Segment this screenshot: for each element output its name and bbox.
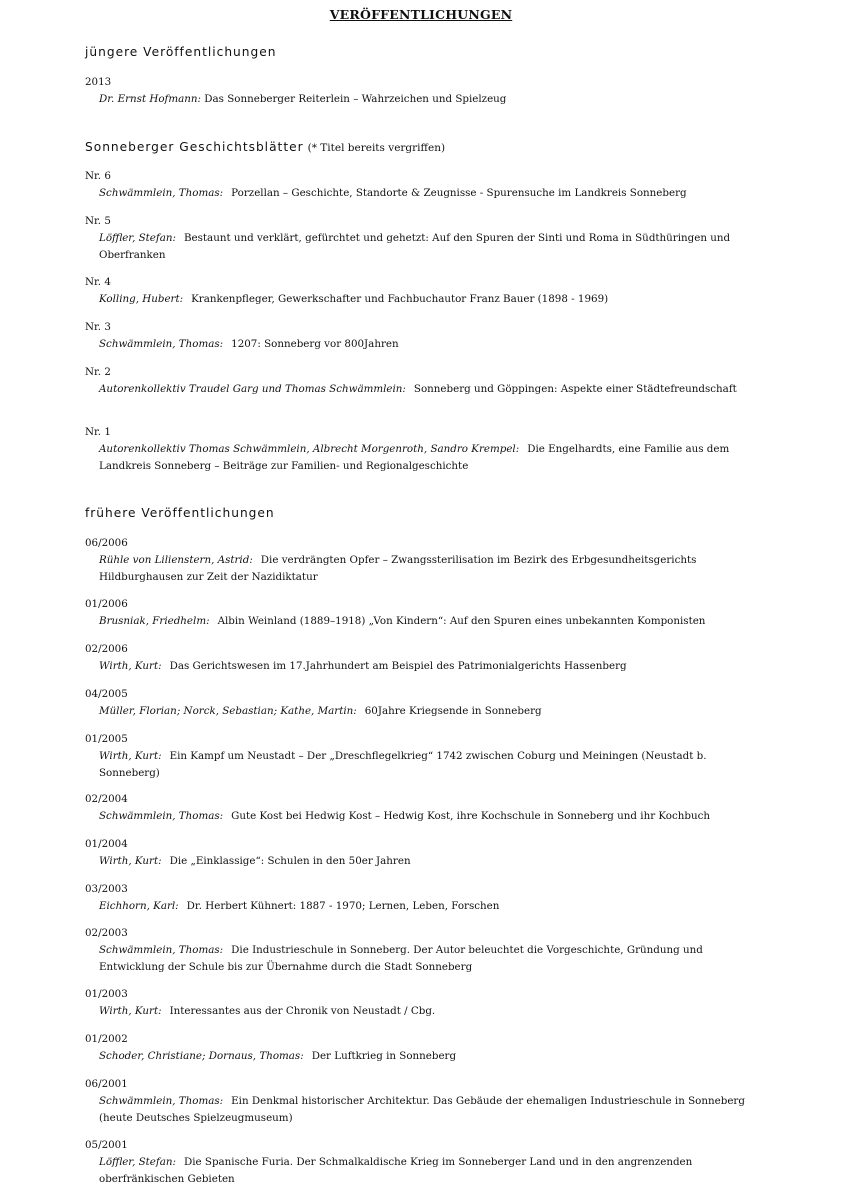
entry-author: Müller, Florian; Norck, Sebastian; Kathe, Martin: bbox=[99, 705, 357, 717]
entry-title: Die Industrieschule in Sonneberg. Der Autor beleuchtet die Vorgeschichte, Gründung und Entwicklung der Schule bis zur Übernahme durch die Stadt Sonneberg bbox=[99, 944, 703, 973]
entry-title: Ein Kampf um Neustadt – Der „Dreschflegelkrieg“ 1742 zwischen Coburg und Meiningen (Neustadt b. Sonneberg) bbox=[99, 750, 707, 779]
list-item bbox=[85, 597, 765, 630]
entry-label: 01/2005 bbox=[85, 733, 128, 745]
entry-label: 03/2003 bbox=[85, 883, 128, 895]
entry-label: 01/2006 bbox=[85, 598, 128, 610]
entry-label: Nr. 6 bbox=[85, 170, 111, 182]
entry-label: 01/2004 bbox=[85, 838, 128, 850]
entry-title: 1207: Sonneberg vor 800Jahren bbox=[231, 338, 399, 350]
list-item bbox=[85, 987, 765, 1020]
entry-author: Wirth, Kurt: bbox=[99, 660, 162, 672]
page-title: VERÖFFENTLICHUNGEN bbox=[329, 7, 513, 22]
entry-title: Bestaunt und verklärt, gefürchtet und gehetzt: Auf den Spuren der Sinti und Roma in Südthüringen und Oberfranken bbox=[99, 232, 731, 261]
list-item bbox=[85, 1077, 765, 1127]
list-item bbox=[85, 425, 765, 475]
entry-title: Gute Kost bei Hedwig Kost – Hedwig Kost, ihre Kochschule in Sonneberg und ihr Kochbuch bbox=[231, 810, 711, 822]
entry-author: Wirth, Kurt: bbox=[99, 1005, 162, 1017]
entry-author: Kolling, Hubert: bbox=[99, 293, 184, 305]
section-heading-text: Sonneberger Geschichtsblätter bbox=[85, 140, 304, 154]
entry-author: Schwämmlein, Thomas: bbox=[99, 1095, 224, 1107]
list-item bbox=[85, 837, 765, 870]
entry-label: 01/2002 bbox=[85, 1033, 128, 1045]
entry-label: Nr. 4 bbox=[85, 276, 111, 288]
list-item bbox=[85, 926, 765, 976]
list-item bbox=[85, 1032, 765, 1065]
entry-author: Brusniak, Friedhelm: bbox=[99, 615, 210, 627]
list-item bbox=[85, 536, 765, 586]
section-heading-earlier bbox=[85, 506, 275, 520]
list-item bbox=[85, 365, 765, 398]
list-item bbox=[85, 687, 765, 720]
entry-title: Albin Weinland (1889–1918) „Von Kindern“: Auf den Spuren eines unbekannten Komponisten bbox=[217, 615, 706, 627]
entry-title: Interessantes aus der Chronik von Neustadt / Cbg. bbox=[169, 1005, 436, 1017]
entry-title: 60Jahre Kriegsende in Sonneberg bbox=[364, 705, 542, 717]
entry-label: Nr. 2 bbox=[85, 366, 111, 378]
entry-title: Dr. Herbert Kühnert: 1887 - 1970; Lernen, Leben, Forschen bbox=[186, 900, 500, 912]
section-heading-text: frühere Veröffentlichungen bbox=[85, 506, 275, 520]
list-item bbox=[85, 275, 765, 308]
entry-label: 02/2004 bbox=[85, 793, 128, 805]
entry-author: Dr. Ernst Hofmann: bbox=[99, 93, 201, 105]
entry-author: Löffler, Stefan: bbox=[99, 232, 176, 244]
entry-label: 06/2001 bbox=[85, 1078, 128, 1090]
entry-title: Die verdrängten Opfer – Zwangssterilisation im Bezirk des Erbgesundheitsgerichts Hildburghausen zur Zeit der Nazidiktatur bbox=[99, 554, 697, 583]
entry-author: Autorenkollektiv Traudel Garg und Thomas Schwämmlein: bbox=[99, 383, 406, 395]
entry-label: 05/2001 bbox=[85, 1139, 128, 1151]
entry-title: Ein Denkmal historischer Architektur. Das Gebäude der ehemaligen Industrieschule in Sonneberg (heute Deutsches Spielzeugmuseum) bbox=[99, 1095, 745, 1124]
entry-title: Porzellan – Geschichte, Standorte & Zeugnisse - Spurensuche im Landkreis Sonneberg bbox=[231, 187, 687, 199]
list-item bbox=[85, 214, 765, 264]
list-item bbox=[85, 732, 765, 782]
entry-title: Sonneberg und Göppingen: Aspekte einer Städtefreundschaft bbox=[413, 383, 737, 395]
entry-title: Die Engelhardts, eine Familie aus dem Landkreis Sonneberg – Beiträge zur Familien- und Regionalgeschichte bbox=[99, 443, 730, 472]
list-item bbox=[85, 1138, 765, 1188]
list-item bbox=[85, 882, 765, 915]
entry-author: Rühle von Lilienstern, Astrid: bbox=[99, 554, 253, 566]
entry-label: 04/2005 bbox=[85, 688, 128, 700]
entry-author: Schwämmlein, Thomas: bbox=[99, 187, 224, 199]
entry-author: Eichhorn, Karl: bbox=[99, 900, 179, 912]
section-heading-text: jüngere Veröffentlichungen bbox=[85, 45, 277, 59]
list-item bbox=[85, 169, 765, 202]
entry-title: Die Spanische Furia. Der Schmalkaldische Krieg im Sonneberger Land und in den angrenzenden oberfränkischen Gebieten bbox=[99, 1156, 693, 1185]
entry-label: 06/2006 bbox=[85, 537, 128, 549]
list-item bbox=[85, 792, 765, 825]
entry-author: Schwämmlein, Thomas: bbox=[99, 810, 224, 822]
entry-title: Die „Einklassige“: Schulen in den 50er Jahren bbox=[169, 855, 411, 867]
entry-label: 2013 bbox=[85, 76, 112, 88]
entry-author: Schwämmlein, Thomas: bbox=[99, 944, 224, 956]
entry-title: Der Luftkrieg in Sonneberg bbox=[311, 1050, 457, 1062]
entry-author: Löffler, Stefan: bbox=[99, 1156, 176, 1168]
entry-label: 02/2006 bbox=[85, 643, 128, 655]
entry-label: Nr. 1 bbox=[85, 426, 111, 438]
section-note: (* Titel bereits vergriffen) bbox=[307, 142, 446, 154]
entry-title: Das Gerichtswesen im 17.Jahrhundert am Beispiel des Patrimonialgerichts Hassenberg bbox=[169, 660, 627, 672]
section-heading-recent bbox=[85, 45, 276, 59]
entry-title: Das Sonneberger Reiterlein – Wahrzeichen und Spielzeug bbox=[204, 93, 507, 105]
entry-title: Krankenpfleger, Gewerkschafter und Fachbuchautor Franz Bauer (1898 - 1969) bbox=[191, 293, 609, 305]
list-item bbox=[85, 75, 765, 108]
entry-author: Schwämmlein, Thomas: bbox=[99, 338, 224, 350]
entry-label: 02/2003 bbox=[85, 927, 128, 939]
entry-author: Wirth, Kurt: bbox=[99, 855, 162, 867]
entry-label: Nr. 3 bbox=[85, 321, 111, 333]
section-heading-blaetter bbox=[85, 140, 445, 154]
entry-author: Schoder, Christiane; Dornaus, Thomas: bbox=[99, 1050, 304, 1062]
entry-author: Autorenkollektiv Thomas Schwämmlein, Albrecht Morgenroth, Sandro Krempel: bbox=[99, 443, 520, 455]
list-item bbox=[85, 320, 765, 353]
entry-label: 01/2003 bbox=[85, 988, 128, 1000]
entry-author: Wirth, Kurt: bbox=[99, 750, 162, 762]
entry-label: Nr. 5 bbox=[85, 215, 111, 227]
list-item bbox=[85, 642, 765, 675]
